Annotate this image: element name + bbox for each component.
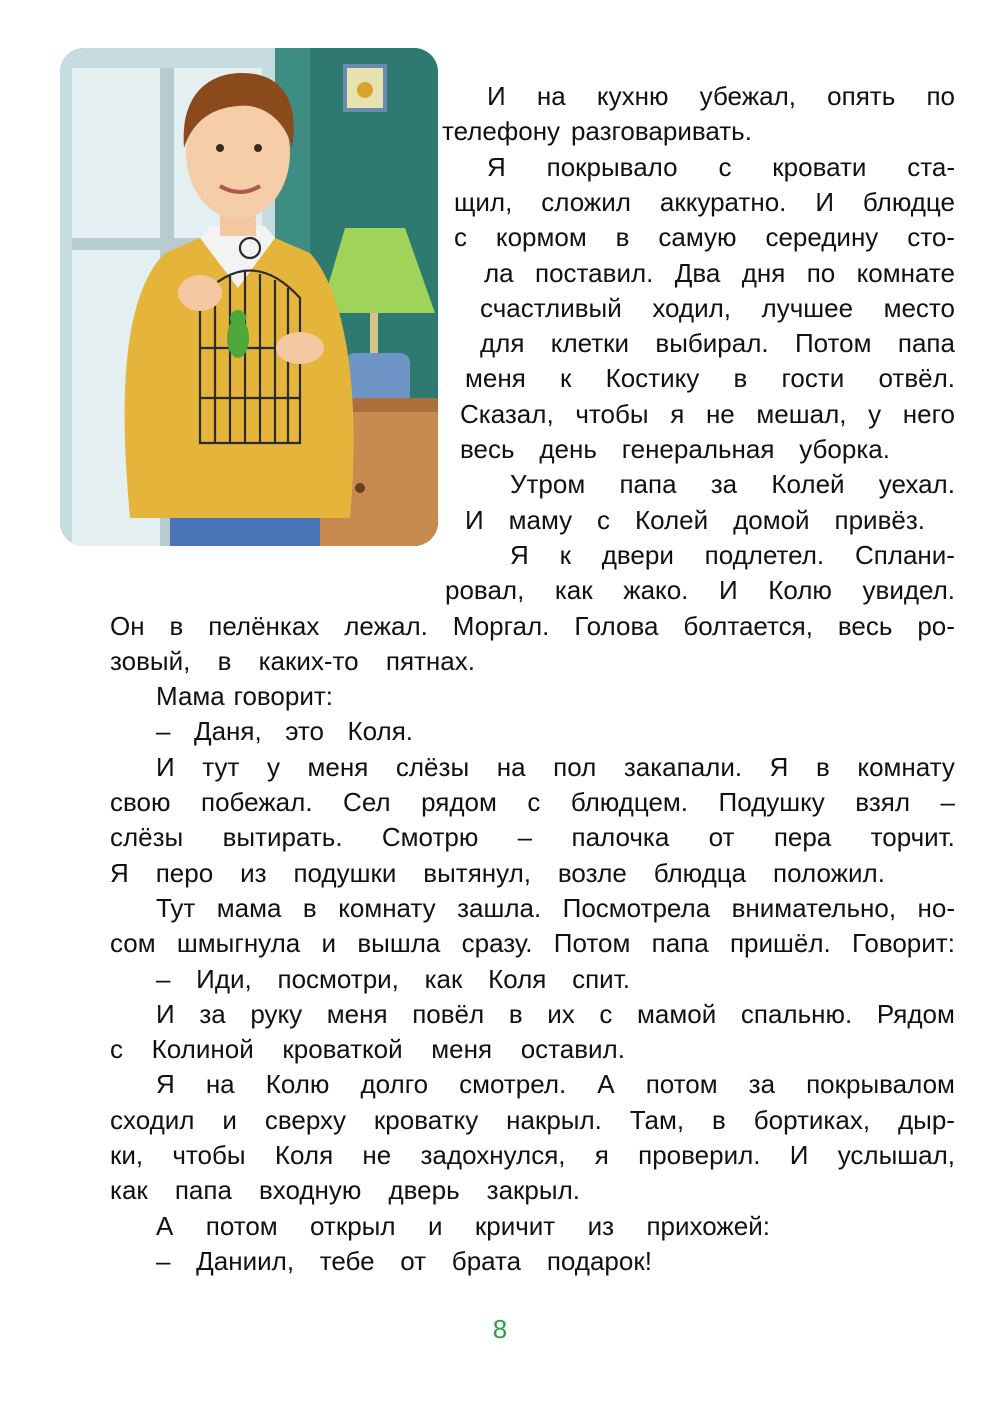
word: свою — [110, 787, 171, 817]
text-line — [110, 819, 955, 855]
word: от — [708, 822, 735, 853]
word: в — [217, 645, 232, 676]
word: И — [156, 998, 175, 1029]
word: меня — [431, 1034, 493, 1065]
word: Потом — [794, 328, 872, 359]
word: – — [156, 1245, 171, 1276]
word: подарок! — [546, 1245, 652, 1276]
word: на — [205, 1069, 235, 1100]
word: самую — [658, 222, 737, 253]
word: в — [508, 998, 523, 1029]
word: Коля — [488, 963, 547, 994]
word: клетки — [550, 328, 630, 359]
word: кроваткой — [282, 1034, 403, 1065]
word: блюдца — [653, 857, 747, 888]
word: я — [670, 398, 685, 429]
word: пол — [553, 751, 597, 782]
word: пришёл. — [729, 928, 831, 959]
word: жако. — [623, 575, 689, 606]
word: в — [816, 751, 830, 782]
word: Даниил, — [196, 1245, 295, 1276]
word: середину — [765, 222, 879, 253]
word: вытирать. — [222, 822, 343, 853]
word: Два — [674, 257, 721, 288]
word: у — [266, 751, 280, 782]
word: пера — [773, 822, 832, 853]
word: И — [815, 186, 834, 217]
word: Сел — [343, 787, 391, 817]
word: пелёнках — [208, 610, 320, 641]
word: комнату — [338, 892, 436, 923]
word: Коля — [274, 1140, 334, 1170]
word: вытянул, — [423, 857, 531, 888]
word: Колей — [634, 504, 709, 535]
text-line — [487, 78, 955, 114]
word: папа — [619, 469, 677, 500]
text-line — [110, 643, 475, 679]
word: – — [156, 963, 171, 994]
word: долго — [360, 1069, 429, 1100]
text-line — [156, 678, 333, 714]
text-line — [110, 1137, 955, 1173]
text-line — [110, 1102, 955, 1138]
word: на — [496, 751, 526, 782]
text-line — [156, 1208, 770, 1244]
word: зашла. — [457, 892, 542, 923]
word: каких-то — [258, 645, 359, 676]
word: Я — [487, 151, 506, 182]
word: кроватку — [373, 1104, 479, 1135]
word: по — [806, 257, 836, 288]
word: слёзы — [395, 751, 470, 782]
word: комнате — [856, 257, 955, 288]
text-line — [484, 255, 955, 291]
word: Утром — [510, 469, 586, 500]
word: за — [199, 998, 226, 1029]
word: входную — [258, 1175, 362, 1206]
word: Говорит: — [852, 928, 955, 959]
word: весь — [837, 610, 893, 641]
word: ла — [484, 257, 514, 288]
word: меня — [307, 751, 369, 782]
word: Даня, — [193, 716, 262, 747]
word: разговаривать. — [570, 116, 752, 147]
word: проверил. — [638, 1140, 761, 1170]
word: двери — [601, 539, 674, 570]
word: подлетел. — [704, 539, 825, 570]
word: Костику — [605, 363, 700, 394]
word: сто- — [907, 222, 955, 253]
word: выбирал. — [655, 328, 769, 359]
word: с — [454, 222, 467, 253]
word: возле — [557, 857, 627, 888]
word: к — [559, 539, 571, 570]
word: чтобы — [575, 398, 649, 429]
word: блюдце — [862, 186, 955, 217]
text-line — [442, 113, 780, 149]
word: за — [710, 469, 738, 500]
word: не — [362, 1140, 392, 1170]
word: с — [718, 151, 732, 182]
word: Потом — [553, 928, 631, 959]
word: покрывалом — [806, 1069, 955, 1100]
word: Смотрю — [381, 822, 479, 853]
word: место — [883, 292, 955, 323]
word: из — [240, 857, 267, 888]
word: И — [156, 751, 175, 782]
word: лучшее — [761, 292, 854, 323]
word: бортиках, — [753, 1104, 871, 1135]
word: болтается, — [683, 610, 813, 641]
text-line — [110, 1172, 580, 1208]
word: И — [789, 1140, 809, 1170]
word: повёл — [412, 998, 485, 1029]
word: сверху — [264, 1104, 346, 1135]
text-line — [454, 184, 955, 220]
text-line — [156, 996, 955, 1032]
word: руку — [250, 998, 303, 1029]
word: потом — [645, 1069, 718, 1100]
word: пятнах. — [385, 645, 475, 676]
word: Я — [510, 539, 529, 570]
word: задохнулся, — [420, 1140, 566, 1170]
word: сом — [110, 928, 156, 959]
word: телефону — [442, 116, 561, 147]
word: мама — [216, 892, 282, 923]
word: по — [926, 81, 955, 111]
word: лежал. — [344, 610, 428, 641]
word: папа — [897, 328, 955, 359]
word: и — [427, 1210, 443, 1241]
word: Голова — [574, 610, 659, 641]
word: за — [748, 1069, 776, 1100]
word: блюдцем. — [570, 787, 689, 817]
word: открыл — [310, 1210, 396, 1241]
word: дыр- — [897, 1104, 955, 1135]
word: в — [712, 1104, 726, 1135]
word: Сказал, — [460, 398, 554, 429]
word: ста- — [907, 151, 955, 182]
text-line — [487, 149, 955, 185]
word: как — [110, 1175, 148, 1206]
word: Сплани- — [854, 539, 955, 570]
word: Колю — [768, 575, 832, 606]
word: весь — [460, 434, 515, 464]
word: в — [169, 610, 184, 641]
word: ходил, — [652, 292, 731, 323]
word: И — [718, 575, 738, 606]
text-line — [156, 890, 955, 926]
word: не — [705, 398, 735, 429]
word: генеральная — [621, 434, 775, 464]
word: тебе — [319, 1245, 375, 1276]
word: Посмотрела — [562, 892, 711, 923]
word: как — [554, 575, 593, 606]
word: кухню — [596, 81, 669, 111]
word: закрыл. — [486, 1175, 580, 1206]
word: внимательно, — [731, 892, 897, 923]
illustration-boy-with-birdcage — [60, 48, 438, 546]
word: мамой — [637, 998, 717, 1029]
page-number: 8 — [492, 1314, 508, 1344]
text-line — [460, 431, 890, 467]
text-line — [110, 1031, 625, 1067]
word: Я — [110, 857, 129, 888]
text-line — [110, 608, 955, 644]
word: мешал, — [756, 398, 847, 429]
word: Коля. — [347, 716, 413, 747]
word: с — [527, 787, 541, 817]
word: я — [594, 1140, 609, 1170]
word: А — [156, 1210, 174, 1241]
text-line — [454, 219, 955, 255]
word: Я — [769, 751, 789, 782]
word: спит. — [572, 963, 630, 994]
word: шмыгнула — [176, 928, 301, 959]
word: дверь — [388, 1175, 460, 1206]
word: счастливый — [480, 292, 622, 323]
word: палочка — [571, 822, 670, 853]
word: – — [940, 787, 955, 817]
word: Он — [110, 610, 145, 641]
word: как — [424, 963, 463, 994]
word: уборка. — [799, 434, 890, 464]
word: кровати — [772, 151, 867, 182]
word: брата — [451, 1245, 522, 1276]
word: аккуратно. — [659, 186, 787, 217]
word: И — [465, 504, 484, 535]
word: ки, — [110, 1140, 144, 1170]
word: взял — [855, 787, 910, 817]
text-line — [510, 466, 955, 502]
word: с — [599, 998, 613, 1029]
word: к — [559, 363, 572, 394]
word: покрывало — [546, 151, 678, 182]
word: с — [110, 1034, 123, 1065]
text-line — [480, 325, 955, 361]
word: на — [536, 81, 566, 111]
word: от — [400, 1245, 427, 1276]
word: ровал, — [445, 575, 525, 606]
word: тут — [202, 751, 240, 782]
word: день — [539, 434, 597, 464]
word: увидел. — [862, 575, 955, 606]
text-line — [465, 502, 925, 538]
word: Колю — [265, 1069, 330, 1100]
word: Иди, — [196, 963, 252, 994]
word: побежал. — [200, 787, 313, 817]
word: Рядом — [876, 998, 955, 1029]
word: щил, — [454, 186, 513, 217]
text-line — [510, 537, 955, 573]
word: но- — [917, 892, 955, 923]
word: закапали. — [623, 751, 743, 782]
word: опять — [827, 81, 896, 111]
word: слёзы — [110, 822, 184, 853]
word: И — [487, 81, 506, 111]
word: маму — [508, 504, 573, 535]
word: говорит: — [233, 681, 333, 712]
word: из — [587, 1210, 615, 1241]
word: в — [733, 363, 748, 394]
word: Мама — [156, 681, 225, 712]
word: прихожей: — [646, 1210, 770, 1241]
word: оставил. — [520, 1034, 625, 1065]
text-line — [156, 749, 955, 785]
text-line — [156, 1243, 652, 1279]
word: вышла — [357, 928, 441, 959]
text-line — [460, 396, 955, 432]
word: поставил. — [535, 257, 654, 288]
word: Подушку — [718, 787, 825, 817]
word: сходил — [110, 1104, 195, 1135]
text-line — [480, 290, 955, 326]
word: сразу. — [461, 928, 533, 959]
word: потом — [205, 1210, 278, 1241]
word: смотрел. — [459, 1069, 567, 1100]
word: Тут — [156, 892, 196, 923]
word: спальню. — [740, 998, 853, 1029]
word: папа — [174, 1175, 232, 1206]
word: уехал. — [878, 469, 955, 500]
text-line — [110, 784, 955, 820]
word: отвёл. — [878, 363, 955, 394]
word: накрыл. — [506, 1104, 602, 1135]
word: Я — [156, 1069, 175, 1100]
word: для — [480, 328, 525, 359]
text-line — [110, 925, 955, 961]
word: А — [597, 1069, 615, 1100]
word: кормом — [495, 222, 587, 253]
word: дня — [741, 257, 786, 288]
word: Колей — [771, 469, 845, 500]
word: в — [615, 222, 630, 253]
text-line — [156, 713, 413, 749]
word: убежал, — [699, 81, 796, 111]
word: зовый, — [110, 645, 191, 676]
word: комнату — [857, 751, 955, 782]
word: и — [321, 928, 337, 959]
word: – — [156, 716, 171, 747]
word: подушки — [293, 857, 397, 888]
word: с — [597, 504, 611, 535]
word: Там, — [629, 1104, 685, 1135]
word: меня — [326, 998, 388, 1029]
word: домой — [733, 504, 810, 535]
word: ро- — [917, 610, 955, 641]
word: папа — [651, 928, 709, 959]
word: и — [222, 1104, 237, 1135]
text-line — [465, 360, 955, 396]
word: него — [902, 398, 955, 429]
word: рядом — [421, 787, 497, 817]
word: привёз. — [834, 504, 925, 535]
word: Колиной — [151, 1034, 254, 1065]
word: – — [517, 822, 533, 853]
word: положил. — [773, 857, 885, 888]
text-line — [156, 961, 630, 997]
word: посмотри, — [277, 963, 399, 994]
word: торчит. — [870, 822, 955, 853]
text-line — [156, 1066, 955, 1102]
word: гости — [781, 363, 845, 394]
word: Моргал. — [452, 610, 550, 641]
word: сложил — [541, 186, 631, 217]
word: чтобы — [172, 1140, 246, 1170]
word: меня — [465, 363, 526, 394]
word: у — [868, 398, 882, 429]
word: в — [302, 892, 317, 923]
text-line — [445, 572, 955, 608]
word: услышал, — [837, 1140, 955, 1170]
word: это — [285, 716, 324, 747]
word: их — [547, 998, 575, 1029]
word: кричит — [474, 1210, 556, 1241]
text-line — [110, 855, 885, 891]
word: перо — [155, 857, 214, 888]
